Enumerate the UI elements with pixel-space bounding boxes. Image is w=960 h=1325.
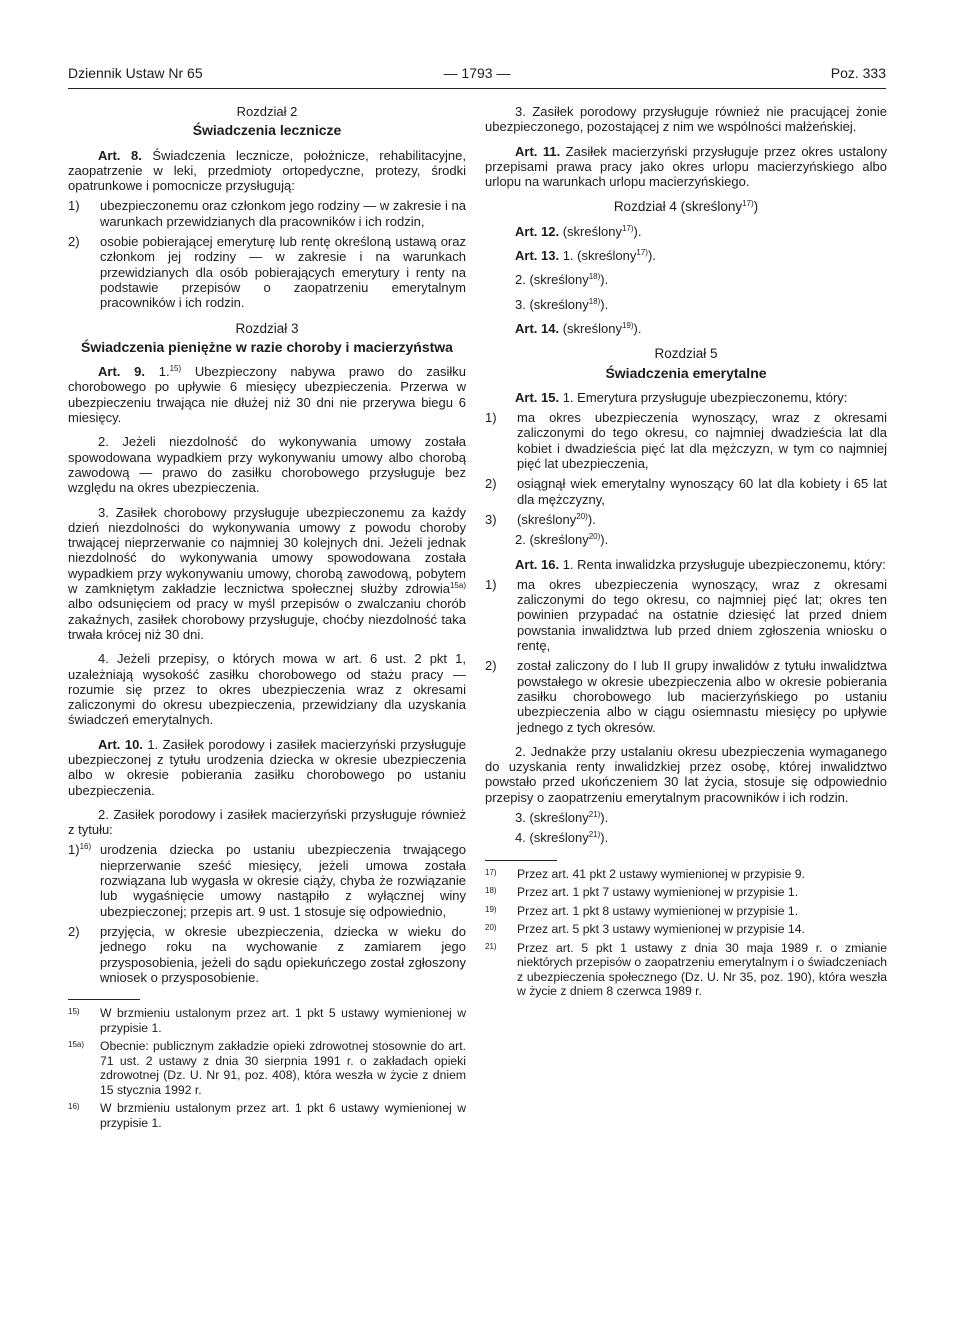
article-9-para-4: 4. Jeżeli przepisy, o których mowa w art. 6 ust. 2 pkt 1, uzależniają wysokość zasiłku chorobowego od stażu pracy — rozumie się przez to okres ubezpieczenia wraz z okresami zaliczonymi do okresu ubezpieczenia, przewidziany dla uzyskania świadczeń emerytalnych.: [68, 651, 466, 728]
item-text: osobie pobierającej emeryturę lub rentę określoną ustawą oraz członkom jej rodziny — w zakresie i na warunkach przewidzianych dla osób pobierających emerytury i renty na podstawie przepisów o zaopatrzeniu emerytalnym pracowników i ich rodzin.: [100, 234, 466, 311]
chapter-5-label: Rozdział 5: [654, 346, 718, 362]
para-close: ).: [600, 532, 609, 548]
para-text: 3. Zasiłek chorobowy przysługuje ubezpieczonemu za każdy dzień niezdolności do wykonywania umowy z powodu choroby trwającej nieprzerwanie co najmniej 30 kolejnych dni. Jeżeli jednak niezdolność do wykonywania umowy spowodowana została wypadkiem przy wykonywaniu umowy, chorobą zawodową, pobytem w zamkniętym zakładzie lecznictwa społecznej służby zdrowia: [68, 504, 466, 597]
footnote-number: 16): [68, 1102, 80, 1112]
article-8-text: Świadczenia lecznicze, położnicze, rehabilitacyjne, zaopatrzenie w leki, przedmioty ortopedyczne, protezy, środki opatrunkowe i pomocnicze przysługują:: [68, 147, 466, 194]
footnote-text: W brzmieniu ustalonym przez art. 1 pkt 5 ustawy wymienionej w przypisie 1.: [100, 1006, 466, 1035]
item-number: 2): [485, 658, 497, 674]
article-12-number: Art. 12.: [515, 223, 560, 239]
article-15-text: 1. Emerytura przysługuje ubezpieczonemu, który:: [562, 389, 848, 405]
footnote-text: Przez art. 1 pkt 7 ustawy wymienionej w przypisie 1.: [517, 885, 799, 900]
footnote-ref-21[interactable]: 21): [588, 830, 601, 840]
para-close: ).: [600, 296, 609, 312]
article-14-number: Art. 14.: [515, 320, 560, 336]
article-13-number: Art. 13.: [515, 248, 560, 264]
footnote-ref-16[interactable]: 16): [79, 842, 92, 852]
footnote-ref-18[interactable]: 18): [588, 296, 601, 306]
page-number: — 1793 —: [443, 65, 511, 81]
chapter-5-title: Świadczenia emerytalne: [605, 364, 767, 381]
article-8: [68, 148, 466, 194]
para-number: 1.: [158, 364, 170, 380]
chapter-4-label: [485, 199, 887, 214]
chapter-4-close: ): [753, 199, 759, 215]
article-16-item-2: [485, 658, 887, 734]
item-number: 3): [485, 511, 497, 527]
footnote-16: [68, 1101, 466, 1130]
footnote-19: [485, 904, 887, 919]
chapter-4-text: Rozdział 4 (skreślony: [613, 199, 743, 215]
article-16-number: Art. 16.: [515, 556, 560, 572]
footnote-ref-17[interactable]: 17): [636, 248, 648, 258]
article-8-item-1: [68, 198, 466, 229]
footnote-21: [485, 941, 887, 999]
article-8-number: Art. 8.: [98, 147, 142, 163]
footnote-15a: [68, 1039, 466, 1097]
para-text: 4. (skreślony: [515, 830, 589, 846]
article-14-close: ).: [633, 320, 642, 336]
item-number: 2): [68, 923, 80, 939]
footnote-ref-21[interactable]: 21): [588, 809, 601, 819]
left-column: [68, 104, 466, 1130]
para-text-cont: albo odsunięciem od pracy w myśl przepisów o zwalczaniu chorób zakaźnych, zasiłek chorobowy przysługuje, choćby niezdolność taka trwała krócej niż 30 dni.: [68, 596, 466, 642]
article-16-para-2: 2. Jednakże przy ustalaniu okresu ubezpieczenia wymaganego do uzyskania renty inwalidzkiej przez osobę, której inwalidztwo powstało przed ukończeniem 30 lat życia, stosuje się odpowiednio przepisy o zaopatrzeniu emerytalnym pracowników i ich rodzin.: [485, 743, 887, 805]
footnote-text: Przez art. 1 pkt 8 ustawy wymienionej w przypisie 1.: [517, 903, 799, 918]
article-11-number: Art. 11.: [515, 143, 561, 159]
para-close: ).: [600, 272, 609, 288]
article-15: [485, 390, 887, 405]
para-text: 2. (skreślony: [515, 532, 589, 548]
para-text: 2. (skreślony: [515, 272, 589, 288]
footnote-text: W brzmieniu ustalonym przez art. 1 pkt 6 ustawy wymienionej w przypisie 1.: [100, 1101, 466, 1130]
article-15-item-1: [485, 410, 887, 471]
footnote-divider: [68, 999, 140, 1000]
article-14: [485, 321, 887, 336]
article-15-item-3: [485, 512, 887, 527]
footnote-number: 19): [485, 904, 497, 914]
item-number: 2): [485, 476, 497, 492]
article-11-text: Zasiłek macierzyński przysługuje przez okres ustalony przepisami prawa pracy jako okres urlopu macierzyńskiego albo urlopu na warunkach urlopu macierzyńskiego.: [485, 143, 887, 190]
article-13-close: ).: [647, 248, 656, 264]
article-16-para-4: [485, 830, 887, 845]
footnote-text: Przez art. 5 pkt 3 ustawy wymienionej w przypisie 14.: [517, 922, 805, 937]
item-number: 1): [485, 576, 497, 592]
chapter-3-label: Rozdział 3: [235, 320, 299, 336]
item-number: 2): [68, 234, 80, 250]
article-10-para-3: 3. Zasiłek porodowy przysługuje również nie pracującej żonie ubezpieczonego, pozostającej z nim we wspólności małżeńskiej.: [485, 104, 887, 135]
article-10-number: Art. 10.: [98, 736, 143, 752]
chapter-3-title: Świadczenia pieniężne w razie choroby i macierzyństwa: [81, 338, 453, 355]
article-10-item-2: [68, 924, 466, 985]
item-close: ).: [587, 511, 596, 527]
footnote-ref-18[interactable]: 18): [588, 272, 601, 282]
item-text: ubezpieczonemu oraz członkom jego rodziny — w zakresie i na warunkach przewidzianych dla pracowników i ich rodzin,: [100, 198, 466, 229]
article-15-item-2: [485, 476, 887, 507]
article-9-number: Art. 9.: [98, 364, 145, 380]
article-8-item-2: [68, 234, 466, 310]
right-column: [485, 104, 887, 999]
article-10-para-1: [68, 737, 466, 798]
footnote-number: 21): [485, 941, 497, 951]
article-10-item-1: [68, 842, 466, 918]
item-text: ma okres ubezpieczenia wynoszący, wraz z okresami zaliczonymi do tego okresu, co najmniej pięć lat; okres ten powinien przypadać na ostatnie dziesięć lat przed dniem powstania inwalidztwa lub przed dniem zgłoszenia wniosku o rentę,: [517, 576, 887, 654]
footnote-number: 15): [68, 1007, 80, 1017]
chapter-2-label: Rozdział 2: [236, 104, 298, 119]
article-13: [485, 248, 887, 263]
item-text: ma okres ubezpieczenia wynoszący, wraz z okresami zaliczonymi do tego okresu, co najmniej dwadzieścia lat dla kobiet i dwadzieścia pięć lat dla mężczyzn, w tym co najmniej pięć lat ubezpieczenia,: [517, 410, 887, 472]
item-number: 1): [485, 410, 497, 426]
article-16-para-3: [485, 810, 887, 825]
footnote-ref-17[interactable]: 17): [742, 199, 754, 209]
item-text: urodzenia dziecka po ustaniu ubezpieczenia trwającego nieprzerwanie sześć miesięcy, jeżeli umowa została rozwiązana lub wygasła w okresie ciąży, chyba że rozwiązanie lub wygaśnięcie umowy nastąpiło z wyłącznej winy ubezpieczonej; przepis art. 9 ust. 1 stosuje się odpowiednio,: [100, 842, 466, 919]
article-9-para-1: [68, 364, 466, 425]
footnote-ref-20[interactable]: 20): [588, 532, 601, 542]
journal-title: Dziennik Ustaw Nr 65: [68, 65, 203, 81]
para-text: 1. Zasiłek porodowy i zasiłek macierzyński przysługuje ubezpieczonej z tytułu urodzenia dziecka w okresie ubezpieczenia albo w okresie pobierania zasiłku chorobowego po ustaniu ubezpieczenia.: [68, 736, 467, 798]
chapter-2-title: Świadczenia lecznicze: [192, 122, 342, 139]
footnote-divider: [485, 860, 557, 861]
para-text: 3. (skreślony: [515, 296, 589, 312]
para-close: ).: [600, 809, 609, 825]
footnote-15: [68, 1006, 466, 1035]
item-number: [68, 842, 91, 857]
item-number: 1): [68, 198, 80, 214]
para-text: 3. (skreślony: [515, 809, 589, 825]
item-number-text: 1): [68, 842, 80, 858]
article-12-close: ).: [633, 223, 642, 239]
item-text: (skreślony: [517, 511, 577, 527]
footnote-ref-20[interactable]: 20): [576, 511, 588, 521]
article-15-number: Art. 15.: [515, 389, 560, 405]
footnote-number: 17): [485, 867, 497, 877]
article-9-para-3: [68, 505, 466, 643]
footnote-ref-19[interactable]: 19): [621, 320, 634, 330]
article-16-text: 1. Renta inwalidzka przysługuje ubezpieczonemu, który:: [562, 556, 886, 572]
footnote-number: 18): [485, 886, 497, 896]
footnote-17: [485, 867, 887, 882]
article-10-para-2: 2. Zasiłek porodowy i zasiłek macierzyński przysługuje również z tytułu:: [68, 806, 466, 838]
footnote-number: 15a): [68, 1040, 85, 1050]
article-16-item-1: [485, 577, 887, 653]
footnote-text: Przez art. 41 pkt 2 ustawy wymienionej w przypisie 9.: [517, 866, 805, 881]
footnote-20: [485, 922, 887, 937]
article-13-text: 1. (skreślony: [562, 248, 637, 264]
footnote-18: [485, 885, 887, 900]
footnote-ref-15a[interactable]: 15a): [449, 581, 466, 591]
footnote-ref-17[interactable]: 17): [621, 223, 634, 233]
footnote-text: Przez art. 5 pkt 1 ustawy z dnia 30 maja 1989 r. o zmianie niektórych przepisów o zaopatrzeniu emerytalnym i o świadczeniach z ubezpieczenia społecznego (Dz. U. Nr 35, poz. 190), która weszła w życie z dniem 8 czerwca 1989 r.: [517, 940, 887, 999]
item-text: przyjęcia, w okresie ubezpieczenia, dziecka w wieku do jednego roku na wychowanie z zamiarem jego przysposobienia, jeżeli do sądu opiekuńczego został zgłoszony wniosek o przysposobienie.: [100, 923, 466, 985]
article-12-text: (skreślony: [562, 223, 622, 239]
footnote-text: Obecnie: publicznym zakładzie opieki zdrowotnej stosownie do art. 71 ust. 2 ustawy z dnia 30 sierpnia 1991 r. o zakładach opieki zdrowotnej (Dz. U. Nr 91, poz. 408), która weszła w życie z dniem 15 stycznia 1992 r.: [100, 1039, 466, 1097]
article-13-para-2: [485, 272, 887, 287]
article-11: [485, 144, 887, 190]
article-15-para-2: [485, 532, 887, 547]
para-text: Ubezpieczony nabywa prawo do zasiłku chorobowego po upływie 6 miesięcy ubezpieczenia. Przerwa w ubezpieczeniu trwająca nie dłużej niż 30 dni nie przerywa biegu 6 miesięcy.: [68, 364, 466, 426]
item-text: osiągnął wiek emerytalny wynoszący 60 lat dla kobiety i 65 lat dla mężczyzny,: [517, 476, 887, 507]
page-header: [68, 66, 886, 89]
footnote-ref-15[interactable]: 15): [169, 364, 182, 374]
article-13-para-3: [485, 297, 887, 312]
item-text: został zaliczony do I lub II grupy inwalidów z tytułu inwalidztwa powstałego w okresie ubezpieczenia albo w okresie pobierania zasiłku chorobowego lub macierzyńskiego po ustaniu ubezpieczenia albo w ciągu osiemnastu miesięcy po upływie jednego z tych okresów.: [517, 658, 887, 735]
article-9-para-2: 2. Jeżeli niezdolność do wykonywania umowy została spowodowana wypadkiem przy wykonywaniu umowy albo chorobą zawodową — prawo do zasiłku chorobowego przysługuje bez względu na okres ubezpieczenia.: [68, 434, 466, 496]
article-16: [485, 557, 887, 572]
article-12: [485, 224, 887, 239]
position-number: Poz. 333: [830, 65, 886, 81]
article-14-text: (skreślony: [562, 320, 622, 336]
para-close: ).: [600, 830, 609, 846]
footnote-number: 20): [485, 923, 497, 933]
